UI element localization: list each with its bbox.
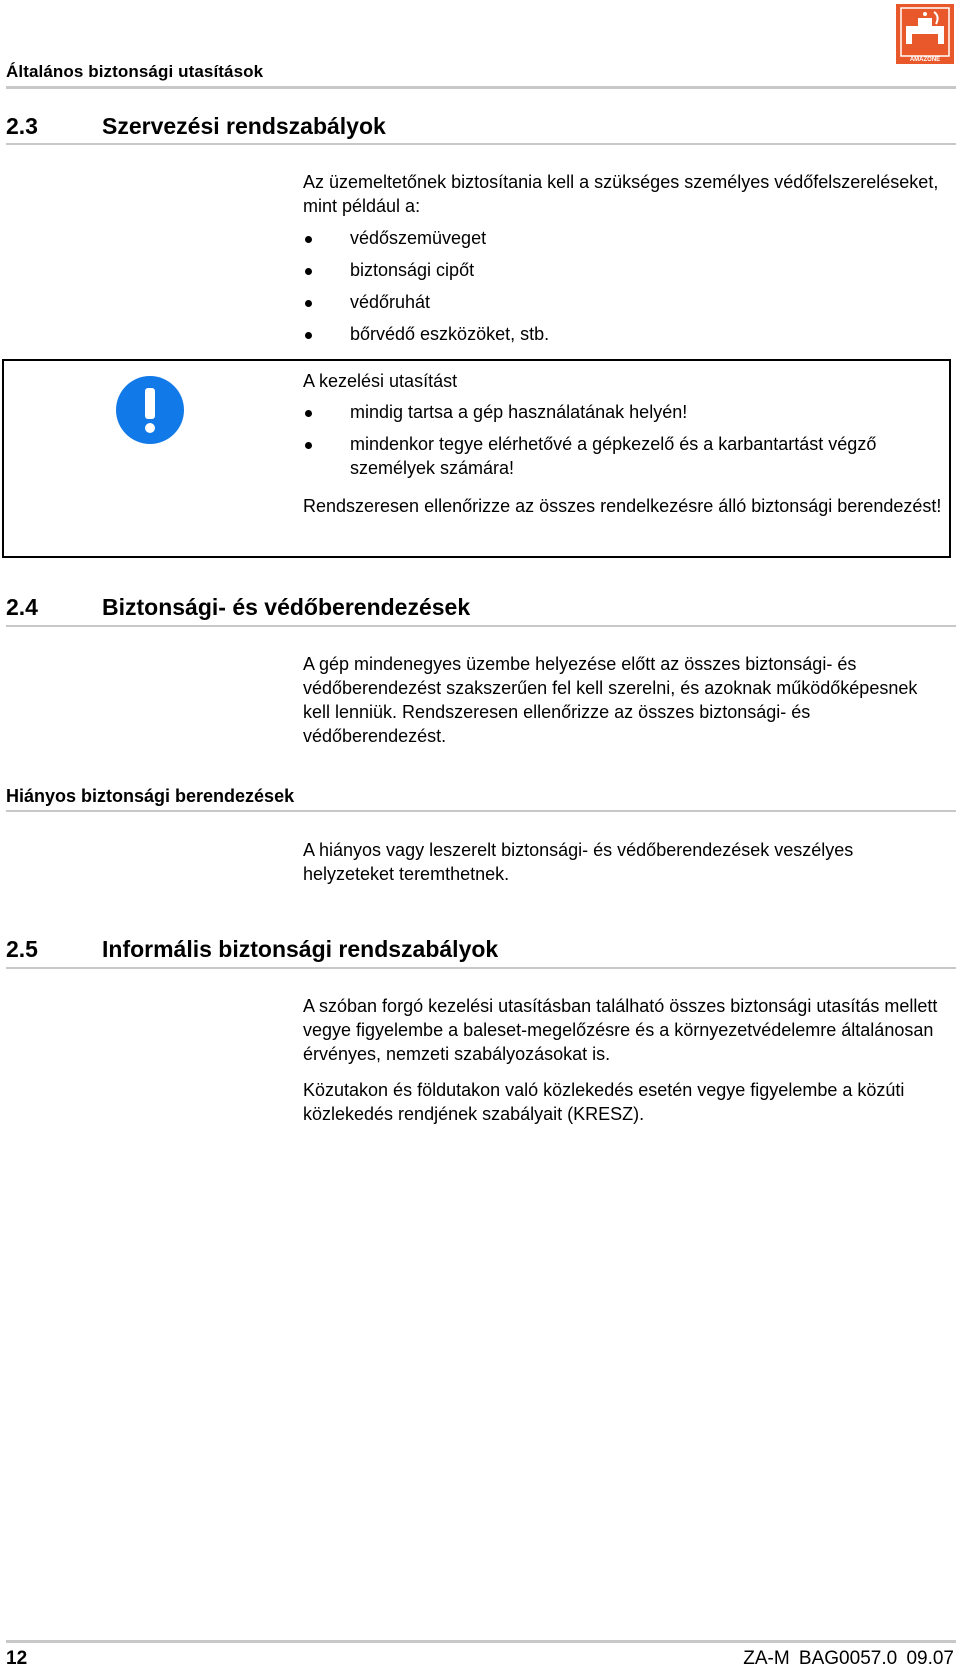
section-number: 2.4 xyxy=(6,594,38,620)
paragraph: A gép mindenegyes üzembe helyezése előtt az összes biztonsági- és védőberendezést szakszerűen fel kell szerelni, és azoknak működőképesnek kell lenniük. Rendszeresen ellenőrizze az összes biztonsági- és védőberendezést. xyxy=(303,654,918,746)
section-rule xyxy=(6,625,956,627)
section-number: 2.5 xyxy=(6,936,38,962)
warning-lead xyxy=(303,369,943,393)
list-item: bőrvédő eszközöket, stb. xyxy=(303,322,943,346)
subheading-rule xyxy=(6,810,956,812)
list-item: védőszemüveget xyxy=(303,226,943,250)
list-item: mindig tartsa a gép használatának helyén! xyxy=(303,400,943,424)
section-title: Informális biztonsági rendszabályok xyxy=(102,936,499,962)
running-header-title: Általános biztonsági utasítások xyxy=(6,62,264,81)
section-rule xyxy=(6,967,956,969)
footer-rule xyxy=(6,1640,956,1643)
exclamation-icon xyxy=(116,376,184,444)
list-item: mindenkor tegye elérhetővé a gépkezelő és a karbantartást végző személyek számára! xyxy=(303,432,943,480)
informal-rules-text xyxy=(303,994,943,1126)
ppe-intro xyxy=(303,170,943,218)
page-number: 12 xyxy=(6,1648,28,1669)
warning-note-text: Rendszeresen ellenőrizze az összes rendelkezésre álló biztonsági berendezést! xyxy=(303,496,942,516)
section-title: Biztonsági- és védőberendezések xyxy=(102,594,471,620)
document-code: ZA-M BAG0057.0 09.07 xyxy=(743,1648,954,1669)
logo-text: AMAZONE xyxy=(909,57,941,63)
header-rule xyxy=(6,86,956,89)
warning-note xyxy=(303,494,943,518)
amazone-logo xyxy=(896,4,954,64)
ppe-list xyxy=(303,226,943,346)
warning-list xyxy=(303,400,943,480)
list-item: védőruhát xyxy=(303,290,943,314)
missing-devices-text xyxy=(303,838,943,886)
section-rule xyxy=(6,143,956,145)
paragraph: A hiányos vagy leszerelt biztonsági- és védőberendezések veszélyes helyzeteket teremthetnek. xyxy=(303,840,854,884)
ppe-intro-text: Az üzemeltetőnek biztosítania kell a szükséges személyes védőfelszereléseket, mint például a: xyxy=(303,172,939,216)
paragraph: A szóban forgó kezelési utasításban található összes biztonsági utasítás mellett vegye figyelembe a baleset-megelőzésre és a környezetvédelemre általánosan érvényes, nemzeti szabályozásokat is. xyxy=(303,996,938,1064)
section-title: Szervezési rendszabályok xyxy=(102,113,386,139)
subheading: Hiányos biztonsági berendezések xyxy=(6,786,295,806)
section-number: 2.3 xyxy=(6,113,38,139)
warning-lead-text: A kezelési utasítást xyxy=(303,371,458,391)
paragraph: Közutakon és földutakon való közlekedés esetén vegye figyelembe a közúti közlekedés rendjének szabályait (KRESZ). xyxy=(303,1080,905,1124)
list-item: biztonsági cipőt xyxy=(303,258,943,282)
amazone-logo-icon xyxy=(896,4,954,64)
protective-devices-text xyxy=(303,652,943,748)
